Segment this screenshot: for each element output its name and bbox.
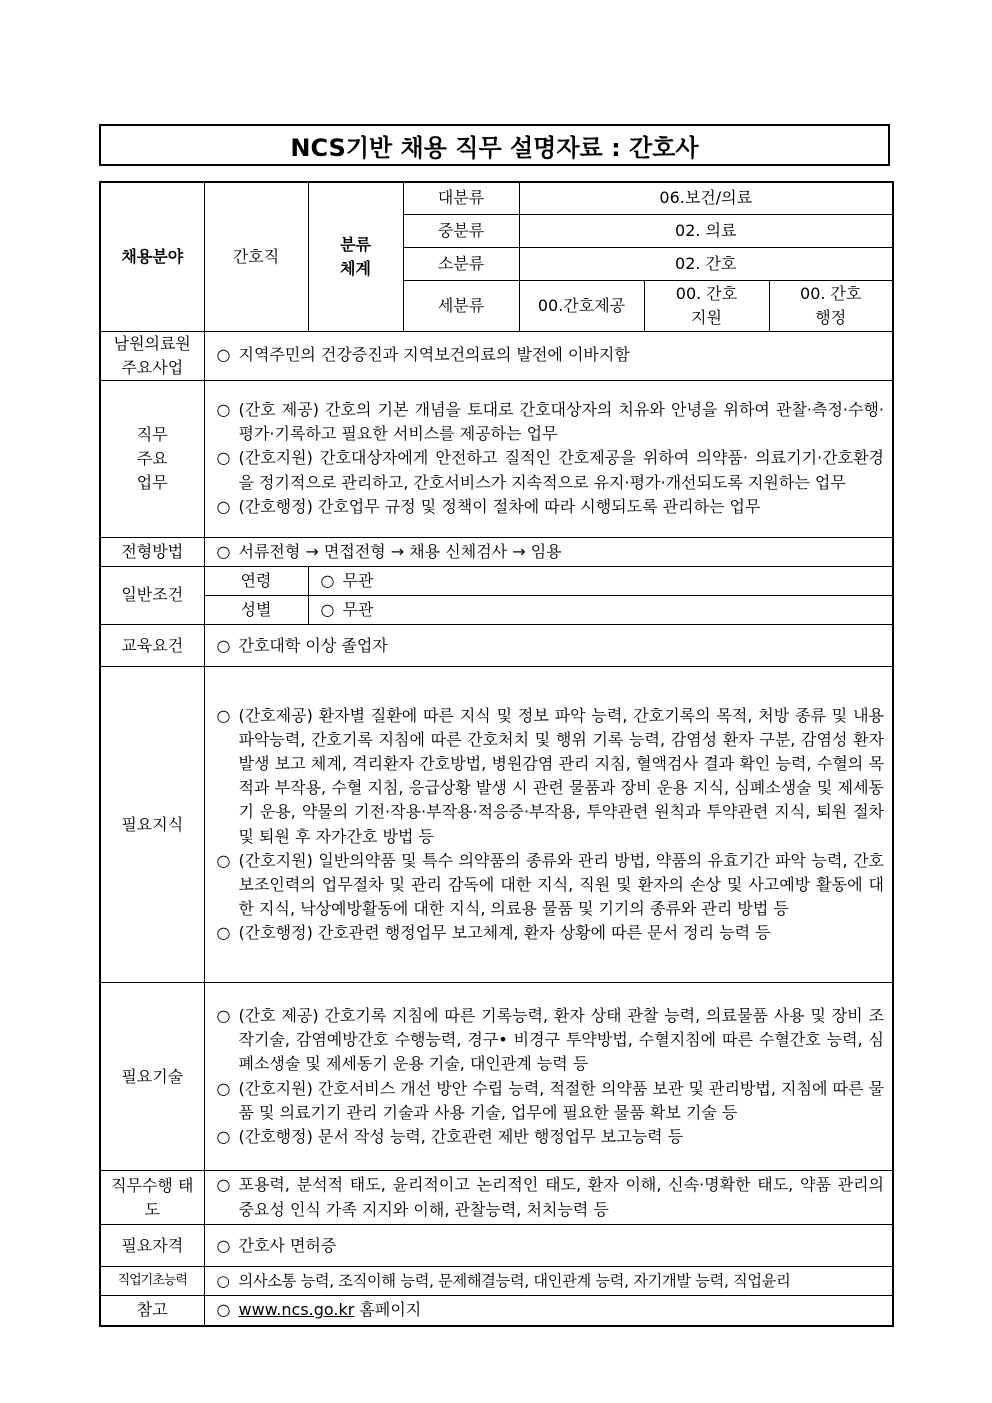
list-item: ○ (간호행정) 간호업무 규정 및 정책이 절차에 따라 시행되도록 관리하는 업무 (217, 495, 885, 519)
circle-bullet-icon: ○ (216, 345, 231, 365)
circle-bullet-icon: ○ (216, 1235, 231, 1255)
circle-bullet-icon: ○ (216, 635, 231, 655)
detail-class-value: 00. 간호지원 (644, 280, 769, 331)
list-item: ○ 무관 (321, 569, 885, 593)
job-description-table (99, 181, 894, 1327)
circle-bullet-icon: ○ (216, 1272, 230, 1291)
business-content (204, 331, 893, 380)
education-label: 교육요건 (100, 625, 204, 667)
minor-class-value: 02. 간호 (519, 247, 893, 280)
list-item: ○ 의사소통 능력, 조직이해 능력, 문제해결능력, 대인관계 능력, 자기개발 능력, 직업윤리 (217, 1269, 891, 1293)
qualification-label: 필요자격 (100, 1225, 204, 1267)
knowledge-label: 필요지식 (100, 667, 204, 983)
list-item: ○ (간호 제공) 간호기록 지침에 따른 기록능력, 환자 상태 관찰 능력, 의료물품 사용 및 장비 조작기술, 감염예방간호 수행능력, 경구• 비경구 투약방법, 수혈지침에 따른 수혈간호 능력, 심폐소생술 및 제세동기 운용 기술, 대인관계 능력 등 (217, 1004, 885, 1077)
circle-bullet-icon: ○ (216, 923, 231, 943)
circle-bullet-icon: ○ (216, 1006, 231, 1025)
list-item: ○ (간호지원) 간호대상자에게 안전하고 질적인 간호제공을 위하여 의약품· 의료기기·간호환경을 정기적으로 관리하고, 간호서비스가 지속적으로 유지·평가·개선되도록 지원하는 업무 (217, 446, 885, 494)
attitude-label: 직무수행 태도 (100, 1171, 204, 1225)
list-item: ○ 포용력, 분석적 태도, 윤리적이고 논리적인 태도, 환자 이해, 신속·명확한 태도, 약품 관리의 중요성 인식 가족 지지와 이해, 관찰능력, 처치능력 등 (217, 1173, 885, 1221)
detail-class-value: 00. 간호행정 (769, 280, 893, 331)
list-item: ○ 지역주민의 건강증진과 지역보건의료의 발전에 이바지함 (217, 343, 885, 367)
basic-competency-content (204, 1267, 893, 1296)
middle-class-value: 02. 의료 (519, 214, 893, 247)
list-item: ○ (간호 제공) 간호의 기본 개념을 토대로 간호대상자의 치유와 안녕을 위하여 관찰·측정·수행·평가·기록하고 필요한 서비스를 제공하는 업무 (217, 398, 885, 446)
document-title: NCS기반 채용 직무 설명자료 : 간호사 (99, 124, 890, 166)
process-content (204, 537, 893, 566)
circle-bullet-icon: ○ (216, 1078, 231, 1098)
classification-label: 분류 체계 (308, 182, 403, 331)
detail-class-value: 00.간호제공 (519, 280, 644, 331)
list-item: ○ 간호대학 이상 졸업자 (217, 634, 885, 658)
circle-bullet-icon: ○ (216, 399, 231, 419)
major-class-value: 06.보건/의료 (519, 182, 893, 214)
gender-content (308, 595, 893, 624)
list-item: ○ (간호지원) 일반의약품 및 특수 의약품의 종류와 관리 방법, 약품의 유효기간 파악 능력, 간호보조인력의 업무절차 및 관리 감독에 대한 지식, 직원 및 환자의 손상 및 사고예방 활동에 대한 지식, 낙상예방활동에 대한 지식, 의료용 물품 및 기기의 종류와 관리 방법 등 (217, 849, 885, 922)
age-label: 연령 (204, 566, 308, 595)
detail-class-label: 세분류 (403, 280, 519, 331)
circle-bullet-icon: ○ (216, 541, 231, 561)
education-content (204, 625, 893, 667)
gender-label: 성별 (204, 595, 308, 624)
list-item: ○ 간호사 면허증 (217, 1234, 885, 1258)
circle-bullet-icon: ○ (216, 1127, 231, 1147)
attitude-content (204, 1171, 893, 1225)
minor-class-label: 소분류 (403, 247, 519, 280)
reference-label: 참고 (100, 1296, 204, 1326)
circle-bullet-icon: ○ (216, 1175, 231, 1195)
business-label: 남원의료원 주요사업 (100, 331, 204, 380)
circle-bullet-icon: ○ (320, 599, 335, 619)
duties-content (204, 380, 893, 537)
list-item: ○ 무관 (321, 598, 885, 622)
field-value: 간호직 (204, 182, 308, 331)
circle-bullet-icon: ○ (216, 1300, 231, 1320)
duties-label: 직무 주요업무 (100, 380, 204, 537)
list-item: ○ (간호제공) 환자별 질환에 따른 지식 및 정보 파악 능력, 간호기록의 목적, 처방 종류 및 내용 파악능력, 간호기록 지침에 따른 간호처치 및 행위 기록 능력, 감염성 환자 구분, 감염성 환자 발생 보고 체계, 격리환자 간호방법, 병원감염 관리 지침, 혈액검사 결과 확인 능력, 수혈의 목적과 부작용, 수혈 지침, 응급상황 발생 시 관련 물품과 장비 운용 지식, 심폐소생술 및 제세동기 운용, 약물의 기전·작용·부작용·적응증·부작용, 투약관련 원칙과 투약관련 지식, 퇴원 절차 및 퇴원 후 자가간호 방법 등 (217, 704, 885, 849)
list-item: ○ 서류전형 → 면접전형 → 채용 신체검사 → 임용 (217, 540, 885, 564)
qualification-content (204, 1225, 893, 1267)
major-class-label: 대분류 (403, 182, 519, 214)
middle-class-label: 중분류 (403, 214, 519, 247)
skills-label: 필요기술 (100, 983, 204, 1171)
age-content (308, 566, 893, 595)
field-label: 채용분야 (100, 182, 204, 331)
circle-bullet-icon: ○ (216, 850, 231, 870)
list-item: ○ (간호행정) 문서 작성 능력, 간호관련 제반 행정업무 보고능력 등 (217, 1125, 885, 1149)
process-label: 전형방법 (100, 537, 204, 566)
list-item: ○ (간호지원) 간호서비스 개선 방안 수립 능력, 적절한 의약품 보관 및 관리방법, 지침에 따른 물품 및 의료기기 관리 기술과 사용 기술, 업무에 필요한 물품 확보 기술 등 (217, 1077, 885, 1125)
list-item (217, 1298, 885, 1322)
basic-competency-label: 직업기초능력 (100, 1267, 204, 1296)
homepage-text: 홈페이지 (359, 1300, 422, 1320)
reference-content (204, 1296, 893, 1326)
ncs-website-link[interactable]: www.ncs.go.kr (238, 1300, 355, 1320)
circle-bullet-icon: ○ (216, 448, 231, 468)
knowledge-content (204, 667, 893, 983)
circle-bullet-icon: ○ (216, 496, 231, 516)
list-item: ○ (간호행정) 간호관련 행정업무 보고체계, 환자 상황에 따른 문서 정리 능력 등 (217, 921, 885, 945)
circle-bullet-icon: ○ (320, 570, 335, 590)
general-label: 일반조건 (100, 566, 204, 624)
circle-bullet-icon: ○ (216, 705, 231, 725)
skills-content (204, 983, 893, 1171)
